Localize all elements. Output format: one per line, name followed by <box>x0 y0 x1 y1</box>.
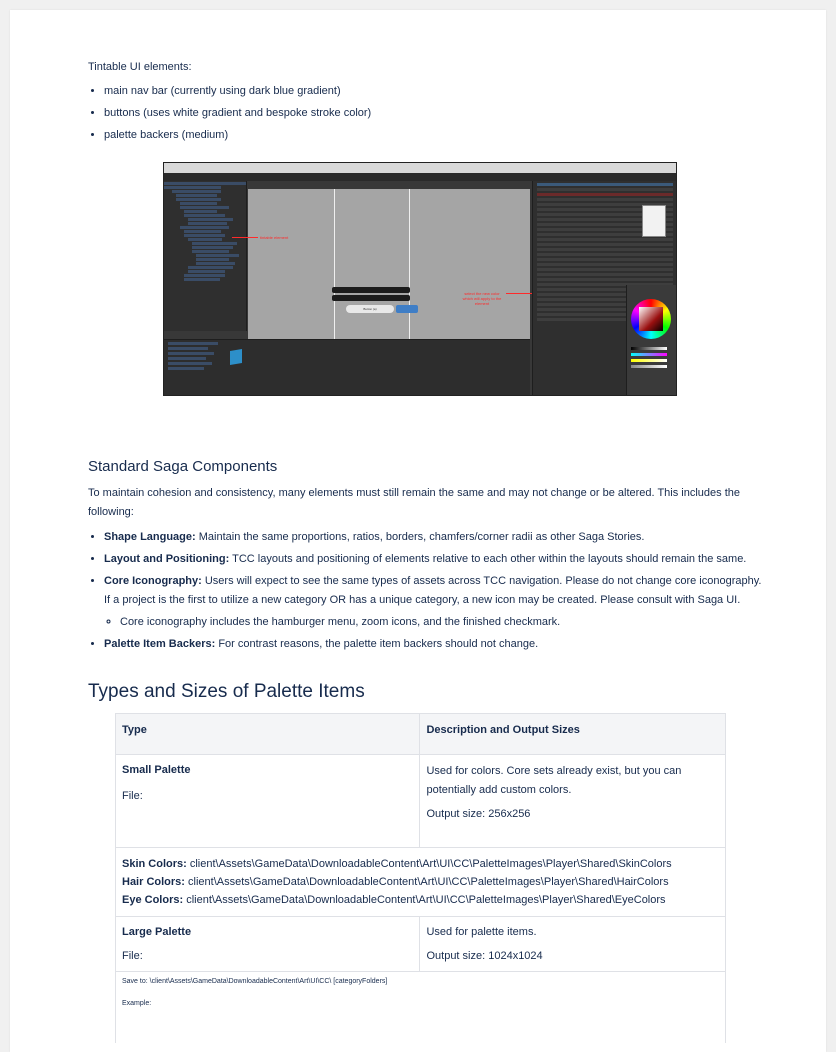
item-text: For contrast reasons, the palette item backers should not change. <box>215 638 539 650</box>
editor-screenshot <box>163 162 677 396</box>
tintable-list <box>88 82 764 148</box>
table-cell <box>116 755 420 848</box>
column-header-type: Type <box>116 714 420 755</box>
path-value: client\Assets\GameData\DownloadableContent\Art\UI\CC\PaletteImages\Player\Shared\HairColors <box>184 876 669 888</box>
small-palette-desc: Used for colors. Core sets already exist, but you can potentially add custom colors. <box>426 765 682 796</box>
screenshot-popup <box>642 205 666 237</box>
path-value: client\Assets\GameData\DownloadableContent\Art\UI\CC\PaletteImages\Player\Shared\SkinColors <box>186 858 672 870</box>
screenshot-scene-view <box>248 189 530 339</box>
large-palette-file: File: <box>122 950 143 962</box>
path-label: Hair Colors: <box>122 876 185 888</box>
asset-icon <box>230 349 242 365</box>
list-item <box>104 528 764 547</box>
small-palette-file: File: <box>122 790 143 802</box>
document-page <box>10 10 826 1052</box>
save-to-path: Save to: \client\Assets\GameData\DownloadableContent\Art\UI\CC\ [categoryFolders] <box>122 978 388 985</box>
annotation-arrow <box>506 293 532 294</box>
section-title-types: Types and Sizes of Palette Items <box>88 681 365 702</box>
annotation-tintable: tintable element <box>260 235 289 240</box>
table-row <box>116 917 726 972</box>
screenshot-button <box>346 305 394 313</box>
item-text: Users will expect to see the same types of assets across TCC navigation. Please do not change core iconography. If a project is the first to utilize a new category OR has a unique category, a new icon may be created. Please consult with Saga UI. <box>104 575 762 606</box>
annotation-select-color: select the new color which will apply to the element <box>462 291 502 306</box>
path-label: Skin Colors: <box>122 858 187 870</box>
intro-heading: Tintable UI elements: <box>88 61 192 73</box>
table-cell-save <box>116 972 726 1044</box>
large-palette-desc: Used for palette items. <box>426 926 537 938</box>
table-cell <box>420 917 726 972</box>
path-line <box>122 891 719 909</box>
item-text: TCC layouts and positioning of elements relative to each other within the layouts should remain the same. <box>229 553 747 565</box>
path-line <box>122 873 719 891</box>
path-line <box>122 855 719 873</box>
list-item: • palette backers (medium) <box>104 126 764 145</box>
screenshot-titlebar <box>164 163 676 173</box>
standard-list <box>88 528 764 657</box>
item-label: Layout and Positioning: <box>104 553 230 565</box>
sub-list <box>104 613 764 632</box>
list-item: • buttons (uses white gradient and bespoke stroke color) <box>104 104 764 123</box>
small-palette-size: Output size: 256x256 <box>426 808 531 820</box>
annotation-arrow <box>232 237 258 238</box>
palette-table <box>115 713 726 1043</box>
list-item <box>104 550 764 569</box>
screenshot-project-panel <box>164 339 530 396</box>
list-item: • main nav bar (currently using dark blue gradient) <box>104 82 764 101</box>
large-palette-size: Output size: 1024x1024 <box>426 950 543 962</box>
table-row <box>116 972 726 1044</box>
list-item <box>104 572 764 632</box>
small-palette-name: Small Palette <box>122 764 191 776</box>
list-item <box>104 635 764 654</box>
checkmark-icon <box>396 305 418 313</box>
item-text: Maintain the same proportions, ratios, borders, chamfers/corner radii as other Saga Stories. <box>195 531 645 543</box>
example-label: Example: <box>122 1000 152 1007</box>
table-row <box>116 755 726 848</box>
item-label: Core Iconography: <box>104 575 202 587</box>
item-label: Palette Item Backers: <box>104 638 216 650</box>
sub-list-item: ◦ Core iconography includes the hamburger menu, zoom icons, and the finished checkmark. <box>120 613 764 632</box>
section-title-standard: Standard Saga Components <box>88 458 278 475</box>
table-cell-paths <box>116 848 726 917</box>
table-cell <box>116 917 420 972</box>
screenshot-button-label: Button (a) <box>363 307 377 311</box>
standard-paragraph: To maintain cohesion and consistency, many elements must still remain the same and may not change or be altered. This includes the following: <box>88 487 740 518</box>
column-header-description: Description and Output Sizes <box>420 714 726 755</box>
screenshot-hierarchy-panel <box>164 181 247 331</box>
color-wheel-icon <box>631 299 671 339</box>
table-cell <box>420 755 726 848</box>
color-picker-panel <box>626 285 677 395</box>
table-row <box>116 848 726 917</box>
path-value: client\Assets\GameData\DownloadableContent\Art\UI\CC\PaletteImages\Player\Shared\EyeColors <box>183 894 666 906</box>
large-palette-name: Large Palette <box>122 926 192 938</box>
table-header-row <box>116 714 726 755</box>
item-label: Shape Language: <box>104 531 196 543</box>
screenshot-toolbar <box>164 173 676 181</box>
path-label: Eye Colors: <box>122 894 184 906</box>
